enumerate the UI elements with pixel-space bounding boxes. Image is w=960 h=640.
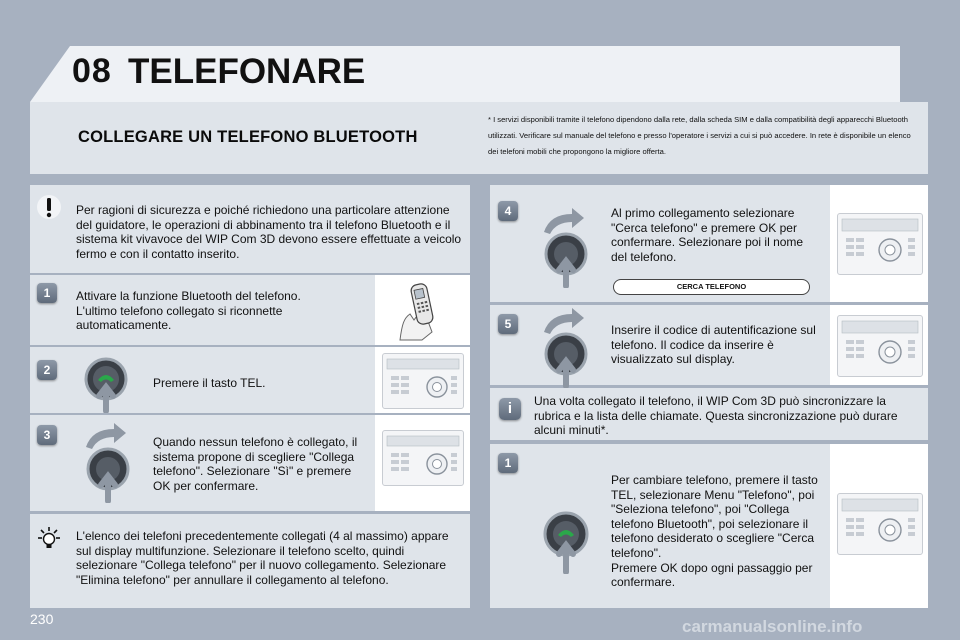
ok-button-press-icon [536,204,600,288]
radio-unit-icon [382,353,464,409]
warning-icon [36,194,62,220]
cerca-telefono-button[interactable]: CERCA TELEFONO [613,279,810,295]
ok-button-press-icon [78,419,142,503]
step-5-text: Inserire il codice di autentificazione sul telefono. Il codice da inserire è visualizzato sul display. [611,323,816,367]
step-2-text: Premere il tasto TEL. [153,376,266,390]
radio-unit-icon [837,493,923,555]
step-badge: 3 [37,425,57,445]
chapter-title: TELEFONARE [128,52,366,91]
step-badge: 4 [498,201,518,221]
step-3-text: Quando nessun telefono è collegato, il sistema propone di scegliere "Collega telefono". Selezionare "Sì" e premere OK per confermare. [153,435,358,493]
lightbulb-icon [36,526,62,552]
info-icon: i [499,398,521,420]
warning-text: Per ragioni di sicurezza e poiché richiedono una particolare attenzione del guidatore, le operazioni di abbinamento tra il telefono Bluetooth e il sistema kit vivavoce del WIP Com 3D devono essere effettuate a veicolo fermo e con il contatto inserito. [76,203,462,261]
tel-button-press-icon [82,355,138,413]
section-title: COLLEGARE UN TELEFONO BLUETOOTH [78,128,418,146]
ok-button-press-icon [536,304,600,388]
watermark: carmanualsonline.info [682,617,863,636]
tel-button-press-icon [538,508,598,574]
step-badge: 1 [37,283,57,303]
step-4-text: Al primo collegamento selezionare "Cerca telefono" e premere OK per confermare. Selezionare poi il nome del telefono. [611,206,804,264]
step-badge: 5 [498,314,518,334]
radio-unit-icon [382,430,464,486]
chapter-number: 08 [72,52,112,90]
footnote: * I servizi disponibili tramite il telefono dipendono dalla rete, dalla scheda SIM e dalla compatibilità degli apparecchi Bluetooth utilizzati. Verificare sul manuale del telefono e presso l'operatore i servizi a cui si può accedere. In rete è disponibile un elenco dei telefoni mobili che propongono la migliore offerta. [488,115,911,156]
radio-unit-icon [837,213,923,275]
step-badge: 2 [37,360,57,380]
page-number: 230 [30,611,54,627]
radio-unit-icon [837,315,923,377]
change-phone-text: Per cambiare telefono, premere il tasto TEL, selezionare Menu "Telefono", poi "Seleziona telefono", poi "Collega telefono Bluetooth", poi selezionare il telefono desiderato o scegliere "Cerca telefono". Premere OK dopo ogni passaggio per confermare. [611,473,818,590]
mobile-phone-hand-icon [392,280,454,342]
step-1-text: Attivare la funzione Bluetooth del telefono. L'ultimo telefono collegato si riconnette automaticamente. [76,289,301,333]
step-badge: 1 [498,453,518,473]
tip-text: L'elenco dei telefoni precedentemente collegati (4 al massimo) appare sul display multifunzione. Selezionare il telefono scelto, quindi selezionare "Collega telefono" per il nuovo collegamento. Selezionare "Elimina telefono" per annullare il collegamento al telefono. [76,529,449,587]
info-text: Una volta collegato il telefono, il WIP Com 3D può sincronizzare la rubrica e la lista delle chiamate. Questa sincronizzazione può durare alcuni minuti*. [534,394,898,438]
